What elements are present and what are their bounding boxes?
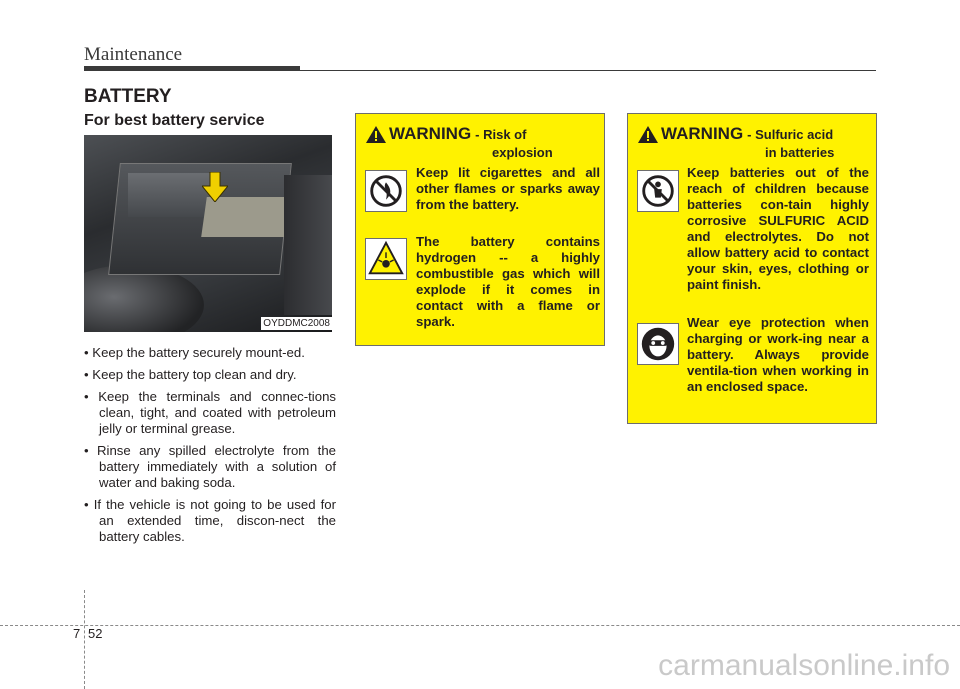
warning-subtitle-line2: explosion	[492, 145, 553, 160]
battery-photo	[84, 135, 332, 332]
header-rule-thick	[84, 66, 300, 71]
warning-box-explosion	[355, 113, 605, 346]
warning-word: WARNING	[661, 124, 744, 143]
section-title: Maintenance	[84, 44, 183, 65]
photo-code: OYDDMC2008	[263, 318, 330, 329]
warning-subtitle: - Risk of	[475, 127, 527, 142]
list-item: • If the vehicle is not going to be used for an extended time, discon-nect the battery cables.	[84, 497, 336, 545]
battery-label-shape	[201, 197, 297, 237]
footer-vertical-divider	[84, 590, 85, 689]
explosive-icon	[365, 238, 407, 280]
battery-care-list	[84, 345, 336, 551]
warning-paragraph: The battery contains hydrogen -- a highly combustible gas which will explode if it comes in contact with a flame or spark.	[416, 234, 600, 329]
sub-heading: For best battery service	[84, 112, 265, 129]
warning-subtitle-line2: in batteries	[765, 145, 835, 160]
chapter-number: 7	[73, 626, 81, 641]
footer-divider	[0, 625, 960, 626]
no-flame-icon	[365, 170, 407, 212]
watermark: carmanualsonline.info	[658, 649, 950, 682]
warning-triangle-icon	[638, 126, 658, 143]
warning-triangle-icon	[366, 126, 386, 143]
warning-subtitle: - Sulfuric acid	[747, 127, 834, 142]
air-intake-shape	[84, 265, 204, 332]
header-rule-thin	[300, 70, 876, 71]
warning-paragraph: Keep lit cigarettes and all other flames or sparks away from the battery.	[416, 165, 600, 212]
list-item: • Keep the battery top clean and dry.	[84, 367, 336, 383]
engine-cover-shape	[284, 175, 332, 315]
keep-away-from-children-icon	[637, 170, 679, 212]
page-number: 52	[88, 626, 103, 641]
eye-protection-icon	[637, 323, 679, 365]
list-item: • Rinse any spilled electrolyte from the battery immediately with a solution of water and baking soda.	[84, 443, 336, 491]
warning-word: WARNING	[389, 124, 472, 143]
arrow-down-icon	[202, 172, 228, 202]
warning-paragraph: Wear eye protection when charging or work-ing near a battery. Always provide ventila-tion when working in an enclosed space.	[687, 315, 869, 394]
warning-box-acid	[627, 113, 877, 424]
warning-paragraph: Keep batteries out of the reach of children because batteries con-tain highly corrosive SULFURIC ACID and electrolytes. Do not allow battery acid to contact your skin, eyes, clothing or paint finish.	[687, 165, 869, 292]
list-item: • Keep the terminals and connec-tions clean, tight, and coated with petroleum jelly or terminal grease.	[84, 389, 336, 437]
page-heading: BATTERY	[84, 86, 172, 107]
list-item: • Keep the battery securely mount-ed.	[84, 345, 336, 361]
